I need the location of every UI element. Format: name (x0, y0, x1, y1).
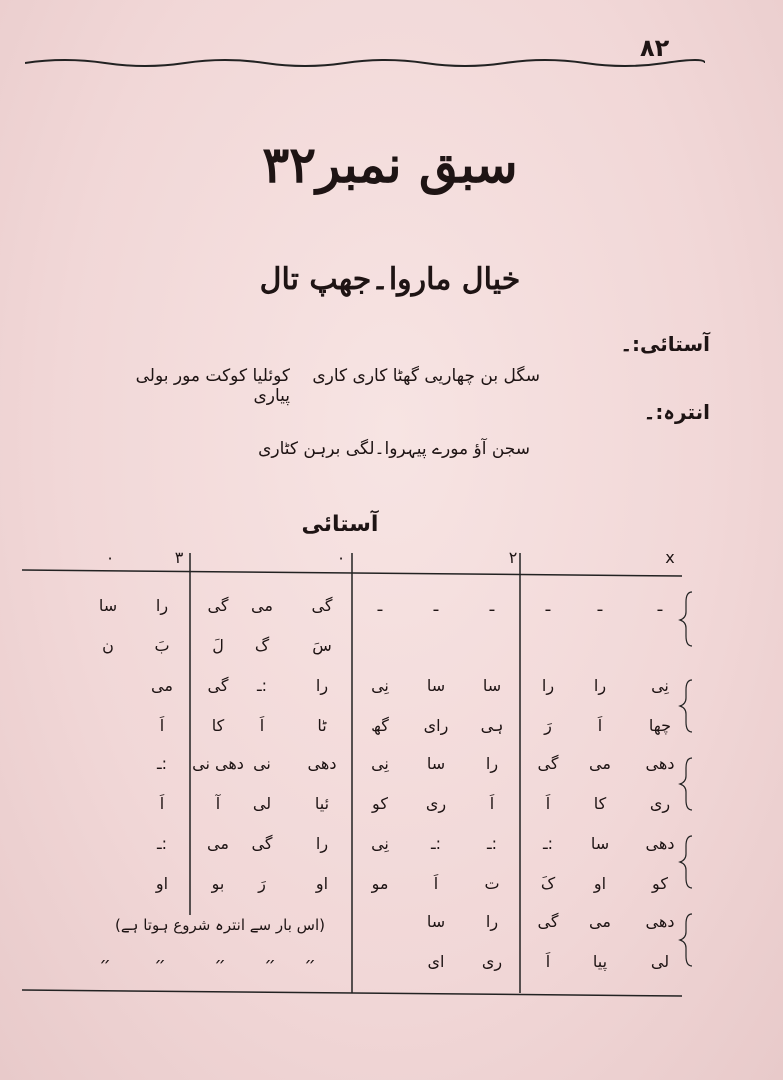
notation-cell: ہی (480, 716, 504, 735)
notation-cell: می (589, 912, 611, 931)
notation-cell: رَ (258, 874, 266, 893)
notation-cell: سا (482, 676, 502, 695)
notation-cell: لَ (212, 636, 224, 655)
notation-cell: ـ (545, 596, 551, 615)
notation-cell: دھی (645, 754, 675, 773)
notation-cell: کَ (540, 874, 556, 893)
notation-cell: کو (652, 874, 668, 893)
notation-cell: رَ (544, 716, 552, 735)
notation-cell: بَ (154, 636, 170, 655)
notation-cell: ری (481, 952, 503, 971)
notation-cell: دھی (645, 912, 675, 931)
notation-cell: لی (252, 794, 272, 813)
notation-cell: دھی (645, 834, 675, 853)
notation-cell: گی (537, 912, 559, 931)
notation-cell: ـ (377, 596, 383, 615)
notation-cell: اَ (159, 794, 165, 813)
notation-cell: نِی (651, 676, 669, 695)
notation-cell: ری (649, 794, 671, 813)
notation-cell: گی (207, 676, 229, 695)
notation-cell: می (589, 754, 611, 773)
notation-cell: ت (484, 874, 500, 893)
notation-cell: اَ (159, 716, 165, 735)
notation-cell: :ـ (156, 754, 168, 773)
notation-cell: اَ (597, 716, 603, 735)
notation-cell: اَ (433, 874, 439, 893)
notation-cell: آ (215, 794, 221, 813)
notation-cell: ٹا (317, 716, 327, 735)
ditto-mark: ״ (304, 954, 316, 975)
notation-cell: دھی (307, 754, 337, 773)
lesson-title: سبق نمبر۳۲ (262, 135, 518, 194)
notation-cell: می (207, 834, 229, 853)
notation-cell: مو (371, 874, 389, 893)
notation-cell: لی (650, 952, 670, 971)
notation-cell: :ـ (486, 834, 498, 853)
notation-cell: گی (251, 834, 273, 853)
notation-table-title: آستائی (301, 512, 379, 537)
notation-cell: اَ (545, 794, 551, 813)
notation-cell: پیا (592, 952, 608, 971)
notation-cell: را (593, 676, 607, 695)
beat-marker-sam: x (665, 548, 675, 567)
notation-cell: را (485, 754, 499, 773)
ditto-mark: ״ (154, 954, 166, 975)
notation-cell: چھا (648, 716, 672, 735)
notation-cell: سا (590, 834, 610, 853)
notation-cell: می (151, 676, 173, 695)
notation-cell: گی (311, 596, 333, 615)
beat-marker-khali: ۰ (336, 548, 346, 567)
notation-cell: ای (427, 952, 445, 971)
notation-cell: اَ (489, 794, 495, 813)
notation-cell: نِی (371, 754, 389, 773)
notation-cell: را (485, 912, 499, 931)
notation-cell: :ـ (430, 834, 442, 853)
notation-cell: ئیا (314, 794, 330, 813)
notation-cell: ن (102, 636, 114, 655)
notation-cell: ـ (433, 596, 439, 615)
notation-cell: سَ (312, 636, 332, 655)
notation-cell: سا (426, 676, 446, 695)
notation-cell: کا (593, 794, 607, 813)
notation-cell: کا (211, 716, 225, 735)
notation-cell: نِی (371, 676, 389, 695)
notation-cell: می (251, 596, 273, 615)
ditto-mark: ״ (214, 954, 226, 975)
notation-cell: گی (537, 754, 559, 773)
ditto-mark: ״ (99, 954, 111, 975)
notation-cell: را (315, 676, 329, 695)
ditto-mark: ״ (264, 954, 276, 975)
sthayi-label: آستائی:۔ (620, 332, 710, 356)
sthayi-lyric-line-a: سگل بن چھاریی گھٹا کاری کاری (312, 366, 540, 386)
notation-cell: سا (426, 912, 446, 931)
notation-cell: نی (253, 754, 271, 773)
lesson-subtitle: خیال ماروا۔جھپ تال (259, 262, 521, 297)
notation-cell: ری (425, 794, 447, 813)
page-number: ۸۲ (640, 34, 670, 62)
notation-cell: :ـ (542, 834, 554, 853)
notation-cell: سا (426, 754, 446, 773)
notation-cell: او (593, 874, 607, 893)
notation-cell: کو (372, 794, 388, 813)
notation-cell: گی (207, 596, 229, 615)
beat-marker-khali-2: ۰ (105, 548, 115, 567)
notation-cell: گھ (371, 716, 389, 735)
notation-cell: را (541, 676, 555, 695)
notation-cell: را (315, 834, 329, 853)
notation-cell: نِی (371, 834, 389, 853)
notation-cell: را (155, 596, 169, 615)
antara-start-note: (اس بار سے انترہ شروع ہوتا ہے) (115, 916, 325, 934)
notation-cell: ـ (489, 596, 495, 615)
header-wavy-rule (25, 55, 705, 71)
notation-cell: :ـ (256, 676, 268, 695)
notation-cell: ـ (657, 596, 663, 615)
notation-cell: او (155, 874, 169, 893)
notation-cell: سا (98, 596, 118, 615)
notation-cell: گ (254, 636, 270, 655)
beat-marker-2: ۲ (508, 548, 518, 567)
antara-lyric: سجن آؤ مورے پیہروا۔لگی برہن کٹاری (258, 439, 530, 459)
notation-cell: اَ (259, 716, 265, 735)
notation-cell: :ـ (156, 834, 168, 853)
notation-cell: او (315, 874, 329, 893)
beat-marker-3: ۳ (174, 548, 184, 567)
sthayi-lyric-line-b: کوئلیا کوکت مور بولی پیاری (135, 366, 290, 406)
notation-cell: بو (211, 874, 225, 893)
notation-cell: اَ (545, 952, 551, 971)
antara-label: انترہ:۔ (643, 400, 710, 424)
notation-cell: رای (423, 716, 449, 735)
notation-cell: دھی نی (192, 754, 244, 773)
notation-cell: ـ (597, 596, 603, 615)
